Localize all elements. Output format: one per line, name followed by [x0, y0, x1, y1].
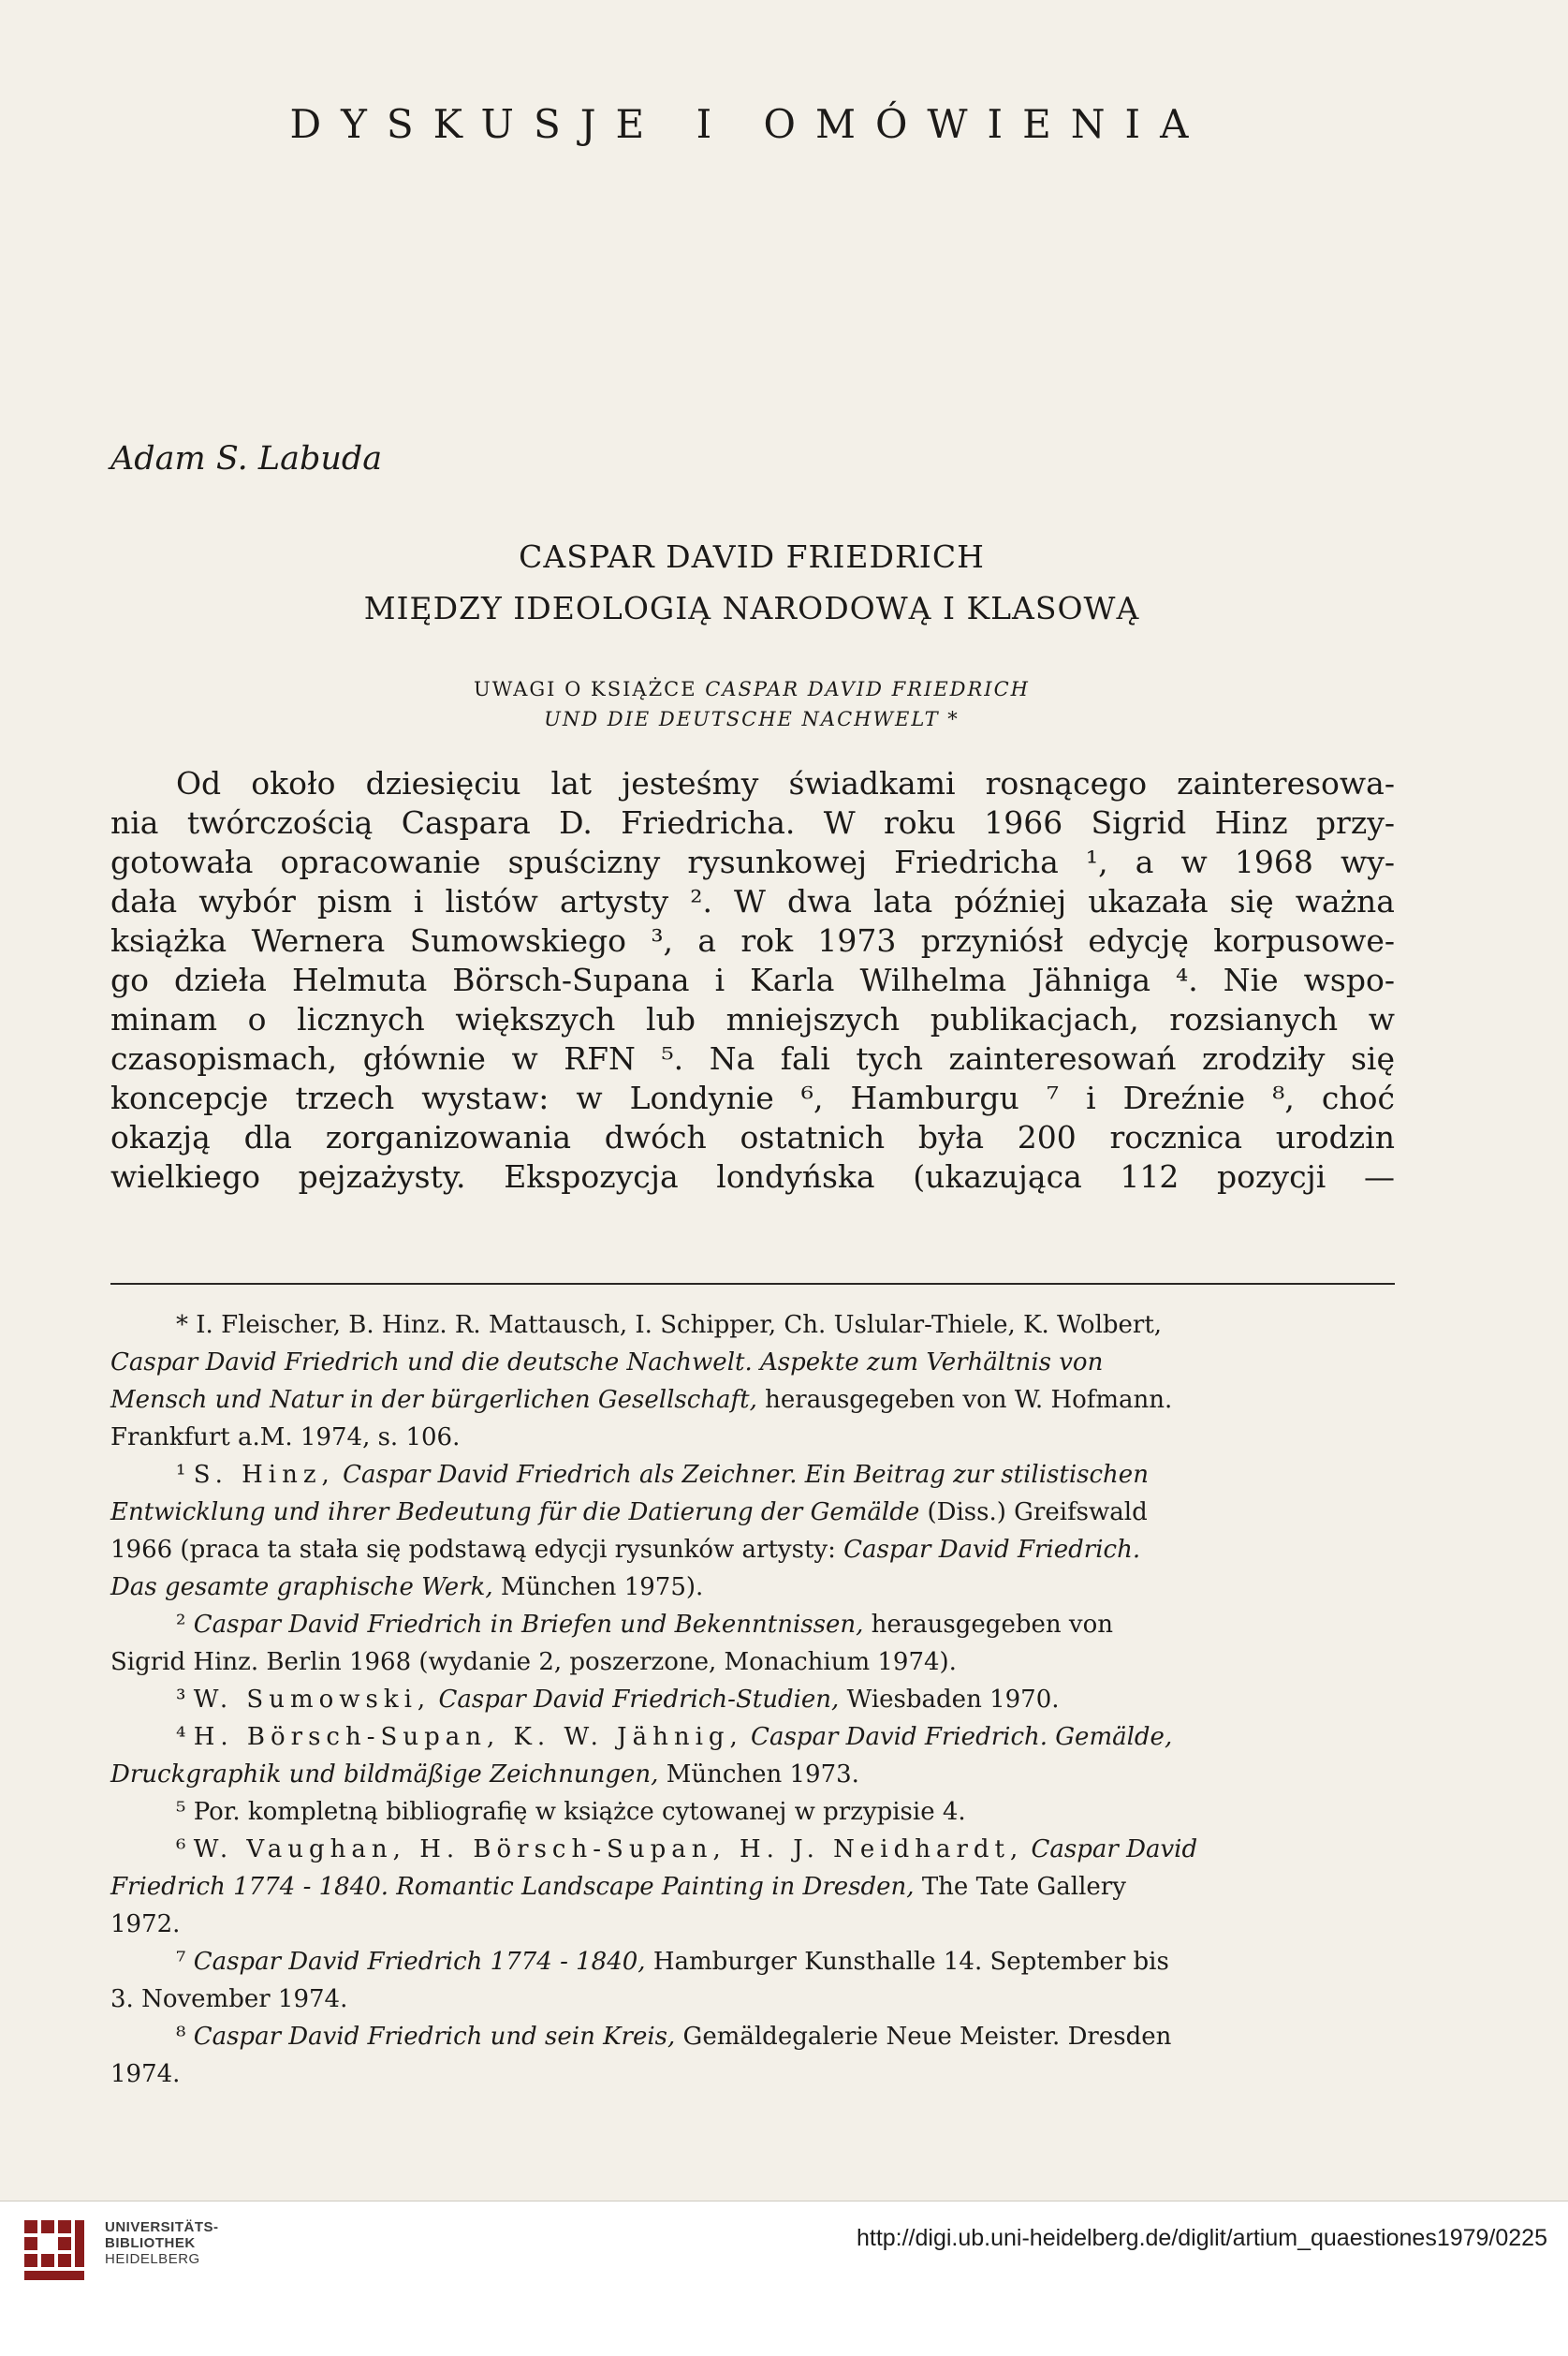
footnote-2 [110, 1606, 1395, 1681]
article-subtitle [110, 674, 1393, 734]
library-name[interactable] [105, 2219, 219, 2267]
body-line: Od około dziesięciu lat jesteśmy świadkami rosnącego zainteresowa- [176, 765, 1395, 802]
footnote-text: Sigrid Hinz. Berlin 1968 (wydanie 2, poszerzone, Monachium 1974). [110, 1648, 957, 1676]
body-line: go dzieła Helmuta Börsch-Supana i Karla Wilhelma Jähniga ⁴. Nie wspo- [110, 962, 1395, 998]
footnote-number: ⁴ [176, 1723, 194, 1751]
footnote-text: (Diss.) Greifswald [919, 1498, 1148, 1526]
footnote-text: Por. kompletną bibliografię w książce cytowanej w przypisie 4. [193, 1798, 966, 1826]
author-name: Adam S. Labuda [110, 440, 383, 478]
subtitle-line2 [110, 704, 1393, 734]
footnote-text: Frankfurt a.M. 1974, s. 106. [110, 1423, 461, 1451]
footnote-number: ⁶ [176, 1835, 194, 1863]
footnote-text: München 1973. [658, 1760, 859, 1789]
footnote-italic-text: Caspar David Friedrich 1774 - 1840, [193, 1948, 646, 1976]
footnote-italic-text: Druckgraphik und bildmäßige Zeichnungen, [110, 1760, 659, 1789]
footnote-number: ³ [176, 1686, 194, 1714]
body-line: czasopismach, głównie w RFN ⁵. Na fali tych zainteresowań zrodziły się [110, 1040, 1395, 1077]
footnote-text: Wiesbaden 1970. [839, 1686, 1060, 1714]
footnote-italic-text: Caspar David Friedrich in Briefen und Bekenntnissen, [193, 1611, 864, 1639]
footnote-author: H. Börsch-Supan, K. W. Jähnig, [193, 1723, 743, 1751]
body-line: gotowała opracowanie spuścizny rysunkowej Friedricha ¹, a w 1968 wy- [110, 844, 1395, 880]
footnote-text: The Tate Gallery [914, 1873, 1126, 1901]
footnote-text: Hamburger Kunsthalle 14. September bis [645, 1948, 1169, 1976]
library-name-line3: HEIDELBERG [105, 2251, 200, 2267]
footnote-7 [110, 1943, 1395, 2018]
footnote-text: München 1975). [492, 1573, 704, 1601]
footnote-6 [110, 1831, 1395, 1943]
article-title-line2: MIĘDZY IDEOLOGIĄ NARODOWĄ I KLASOWĄ [363, 590, 1140, 626]
footnote-author: S. Hinz, [193, 1461, 335, 1489]
footnote-italic-text: Caspar David Friedrich und die deutsche Nachwelt. Aspekte zum Verhältnis von [110, 1348, 1104, 1377]
body-line: minam o licznych większych lub mniejszych publikacjach, rozsianych w [110, 1001, 1395, 1038]
footnote-text: Gemäldegalerie Neue Meister. Dresden [675, 2023, 1172, 2051]
footnote-number: ¹ [176, 1461, 194, 1489]
subtitle-prefix: UWAGI O KSIĄŻCE [474, 678, 706, 700]
article-title [110, 534, 1393, 632]
footnote-4 [110, 1718, 1395, 1793]
running-head: DYSKUSJE I OMÓWIENIA [289, 101, 1209, 147]
subtitle-book-title-part2: UND DIE DEUTSCHE NACHWELT [544, 708, 940, 730]
subtitle-footnote-mark: * [939, 708, 960, 730]
footnote-italic-text: Caspar David Friedrich als Zeichner. Ein Beitrag zur stilistischen [334, 1461, 1149, 1489]
footnote-number: ⁸ [176, 2023, 194, 2051]
viewer-footer [0, 2201, 1568, 2356]
footnote-italic-text: Caspar David Friedrich. [843, 1536, 1141, 1564]
footnote-italic-text: Das gesamte graphische Werk, [110, 1573, 493, 1601]
footnote-1 [110, 1456, 1395, 1606]
footnote-5 [110, 1793, 1395, 1831]
body-line: okazją dla zorganizowania dwóch ostatnich była 200 rocznica urodzin [110, 1119, 1395, 1156]
subtitle-line1 [110, 674, 1393, 704]
footnote-3 [110, 1681, 1395, 1718]
footnote-text: herausgegeben von W. Hofmann. [756, 1386, 1173, 1414]
body-line: koncepcje trzech wystaw: w Londynie ⁶, Hamburgu ⁷ i Dreźnie ⁸, choć [110, 1080, 1395, 1116]
footnote-italic-text: Friedrich 1774 - 1840. Romantic Landscape Painting in Dresden, [110, 1873, 915, 1901]
footnote-text: 1966 (praca ta stała się podstawą edycji rysunków artysty: [110, 1536, 844, 1564]
footnote-text: 1974. [110, 2060, 181, 2088]
library-name-line2: BIBLIOTHEK [105, 2235, 196, 2251]
footnote-number: ² [176, 1611, 194, 1639]
body-line: wielkiego pejzażysty. Ekspozycja londyńska (ukazująca 112 pozycji — [110, 1158, 1395, 1195]
library-name-line1: UNIVERSITÄTS- [105, 2219, 219, 2235]
footnote-text: 3. November 1974. [110, 1985, 348, 2013]
footnote-italic-text: Caspar David [1023, 1835, 1198, 1863]
body-line: dała wybór pism i listów artysty ². W dwa lata później ukazała się ważna [110, 883, 1395, 920]
body-paragraph [110, 764, 1395, 1197]
university-library-logo-icon[interactable] [19, 2215, 90, 2286]
footnote-number: ⁷ [176, 1948, 194, 1976]
body-line: nia twórczością Caspara D. Friedricha. W roku 1966 Sigrid Hinz przy- [110, 804, 1395, 841]
footnote-italic-text: Mensch und Natur in der bürgerlichen Gesellschaft, [110, 1386, 757, 1414]
body-line: książka Wernera Sumowskiego ³, a rok 1973 przyniósł edycję korpusowe- [110, 922, 1395, 959]
footnote-italic-text: Caspar David Friedrich-Studien, [431, 1686, 840, 1714]
footnote-number: ⁵ [176, 1798, 194, 1826]
footnote-separator [110, 1283, 1395, 1285]
footnote-author: W. Sumowski, [193, 1686, 432, 1714]
footnote-italic-text: Caspar David Friedrich. Gemälde, [742, 1723, 1173, 1751]
footnote-8 [110, 2018, 1395, 2093]
footnote-italic-text: Caspar David Friedrich und sein Kreis, [193, 2023, 676, 2051]
footnote-author: W. Vaughan, H. Börsch-Supan, H. J. Neidhardt, [193, 1835, 1024, 1863]
footnotes [110, 1306, 1395, 2093]
footnote-italic-text: Entwicklung und ihrer Bedeutung für die Datierung der Gemälde [110, 1498, 920, 1526]
footnote-star [110, 1306, 1395, 1456]
source-url-link[interactable]: http://digi.ub.uni-heidelberg.de/diglit/artium_quaestiones1979/0225 [856, 2225, 1547, 2251]
footnote-text: * I. Fleischer, B. Hinz. R. Mattausch, I. Schipper, Ch. Uslular-Thiele, K. Wolbert, [176, 1311, 1163, 1339]
article-title-line1: CASPAR DAVID FRIEDRICH [519, 538, 985, 575]
footnote-text: 1972. [110, 1910, 181, 1938]
footnote-text: herausgegeben von [863, 1611, 1113, 1639]
subtitle-book-title-part1: CASPAR DAVID FRIEDRICH [705, 678, 1030, 700]
